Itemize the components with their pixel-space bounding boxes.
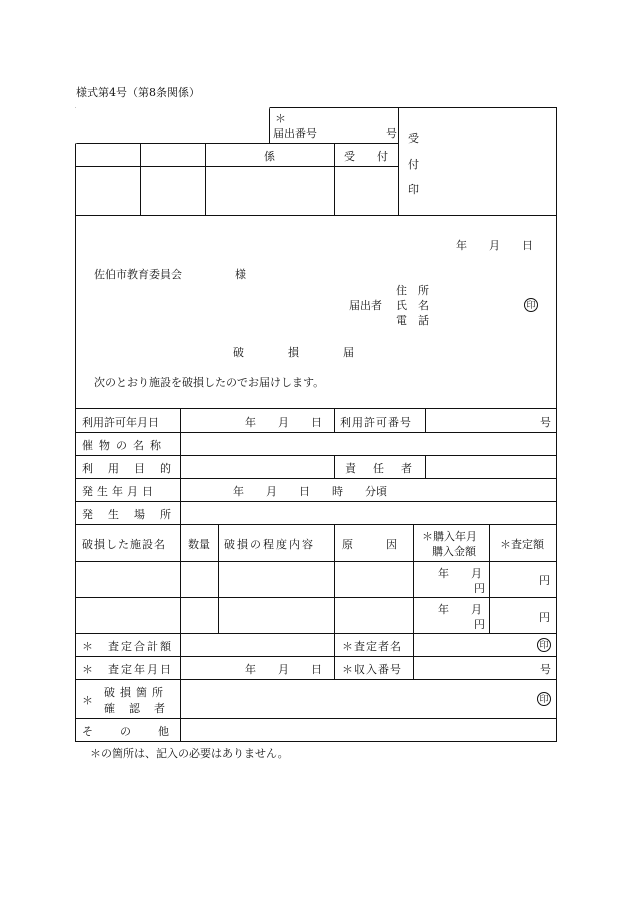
addressee-sama: 様 bbox=[235, 268, 246, 281]
item1-purchase-yen: 円 bbox=[474, 582, 485, 595]
permit-date-value: 年 月 日 bbox=[245, 416, 322, 429]
occur-date-value: 年 月 日 時 分頃 bbox=[233, 485, 387, 498]
assess-date-label: ＊ 査定年月日 bbox=[82, 663, 173, 676]
purchase-header-line2: 購入金額 bbox=[432, 545, 476, 558]
revenue-number-label: ＊収入番号 bbox=[342, 663, 402, 676]
item2-assessed-yen: 円 bbox=[539, 611, 550, 624]
assessed-header: ＊査定額 bbox=[500, 538, 544, 551]
uketsuke-in: 印 bbox=[408, 183, 419, 196]
responsible-label: 責任者 bbox=[345, 462, 429, 475]
facility-header: 破損した施設名 bbox=[82, 538, 166, 551]
receipt-number-go: 号 bbox=[386, 127, 397, 140]
revenue-number-go: 号 bbox=[540, 663, 551, 676]
occur-date-label: 発生年月日 bbox=[82, 485, 157, 498]
notifier-seal-icon: 印 bbox=[524, 298, 538, 312]
uketsuke-header: 受 付 bbox=[344, 150, 388, 163]
uketsuke-uke: 受 bbox=[408, 132, 419, 145]
total-label: ＊ 査定合計額 bbox=[82, 640, 173, 653]
document-title: 破 損 届 bbox=[233, 346, 354, 359]
uketsuke-tsuki: 付 bbox=[408, 158, 419, 171]
item2-purchase-yen: 円 bbox=[474, 618, 485, 631]
confirm-star: ＊ bbox=[82, 694, 93, 707]
degree-header: 破損の程度内容 bbox=[224, 538, 315, 551]
permit-number-label: 利用許可番号 bbox=[340, 416, 412, 429]
statement-text: 次のとおり施設を破損したのでお届けします。 bbox=[94, 376, 325, 389]
addressee: 佐伯市教育委員会 bbox=[94, 268, 182, 281]
kakari-header: 係 bbox=[264, 150, 275, 163]
assessor-seal-icon: 印 bbox=[537, 638, 551, 652]
notifier-label: 届出者 bbox=[349, 299, 382, 312]
event-name-label: 催物の名称 bbox=[82, 439, 167, 452]
name-label: 氏 名 bbox=[396, 299, 429, 312]
address-label: 住 所 bbox=[396, 284, 429, 297]
item1-assessed-yen: 円 bbox=[539, 574, 550, 587]
star-mark: ＊ bbox=[275, 112, 286, 125]
footnote: ＊の箇所は、記入の必要はありません。 bbox=[90, 747, 289, 760]
receipt-number-label: 届出番号 bbox=[273, 127, 317, 140]
place-label: 発生場所 bbox=[82, 508, 186, 521]
other-label: その他 bbox=[82, 725, 196, 738]
confirmer-seal-icon: 印 bbox=[537, 692, 551, 706]
confirm-label-line2: 確認者 bbox=[104, 702, 179, 715]
purchase-header-line1: ＊購入年月 bbox=[422, 530, 477, 543]
permit-number-go: 号 bbox=[540, 416, 551, 429]
item2-ym: 年 月 bbox=[438, 603, 482, 616]
qty-header: 数量 bbox=[188, 538, 210, 551]
assessor-label: ＊査定者名 bbox=[342, 640, 402, 653]
purpose-label: 利用目的 bbox=[82, 462, 186, 475]
item1-ym: 年 月 bbox=[438, 567, 482, 580]
form-title: 様式第4号（第8条関係） bbox=[76, 86, 200, 99]
assess-date-value: 年 月 日 bbox=[245, 663, 322, 676]
permit-date-label: 利用許可年月日 bbox=[82, 416, 159, 429]
letter-date: 年 月 日 bbox=[456, 239, 533, 252]
confirm-label-line1: 破損箇所 bbox=[104, 686, 168, 699]
cause-header: 原 因 bbox=[342, 538, 397, 551]
phone-label: 電 話 bbox=[396, 314, 429, 327]
